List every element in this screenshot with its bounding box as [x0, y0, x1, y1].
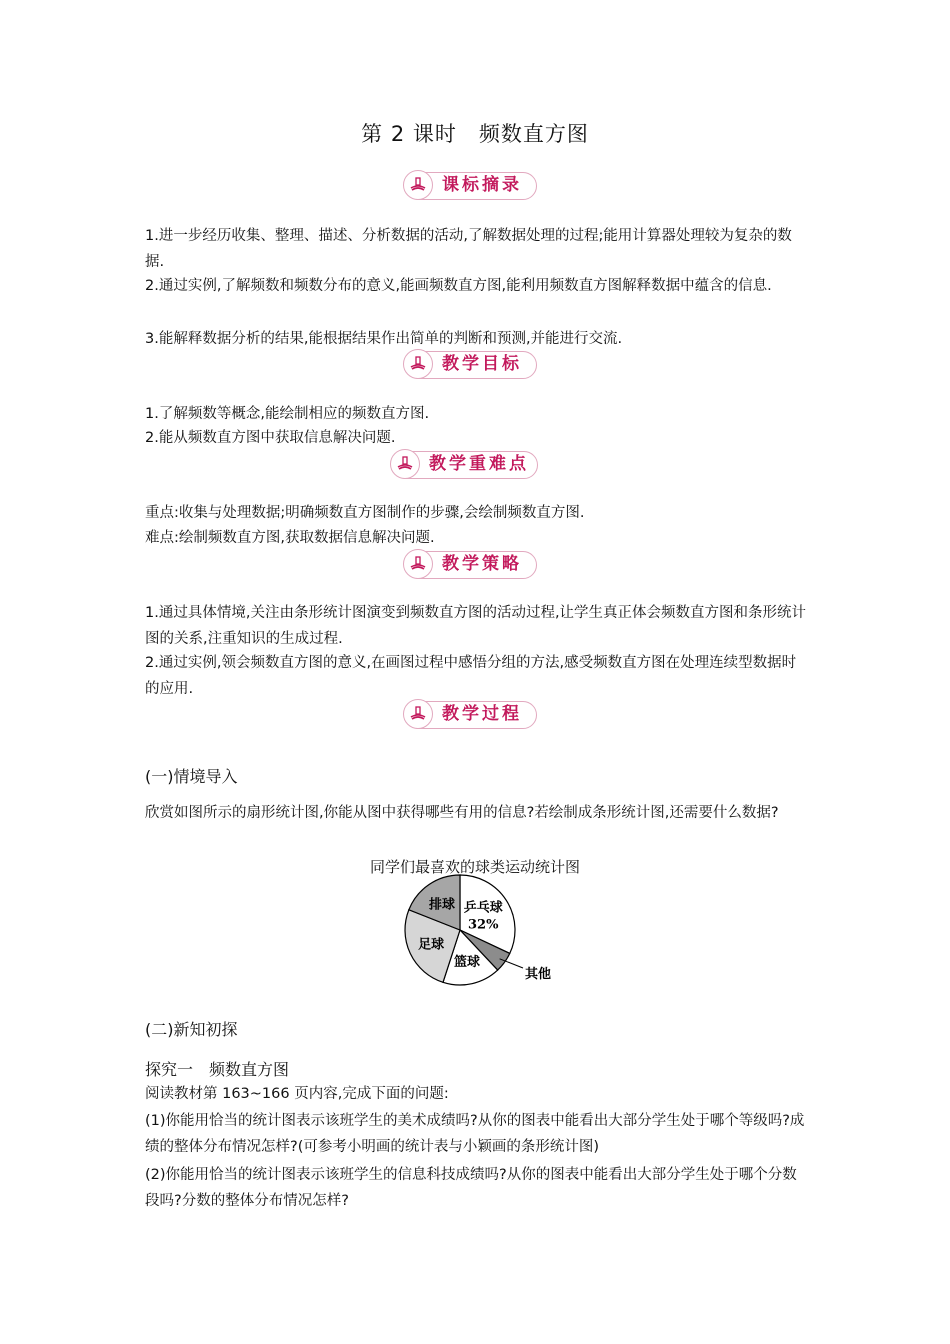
slice-label-2: 篮球	[453, 955, 480, 971]
key-point: 重点:收集与处理数据;明确频数直方图制作的步骤,会绘制频数直方图.	[145, 505, 585, 521]
book-icon	[390, 449, 420, 479]
curriculum-item-3: 3.能解释数据分析的结果,能根据结果作出简单的判断和预测,并能进行交流.	[145, 331, 623, 347]
question-1: (1)你能用恰当的统计图表示该班学生的美术成绩吗?从你的图表中能看出大部分学生处于哪个等级吗?成绩的整体分布情况怎样?(可参考小明画的统计表与小颖画的条形统计图)	[145, 1113, 805, 1155]
section-banner-key-points	[392, 451, 538, 479]
curriculum-item-1: 1.进一步经历收集、整理、描述、分析数据的活动,了解数据处理的过程;能用计算器处理较为复杂的数据.	[145, 228, 792, 270]
slice-value-label-0: 32%	[467, 917, 499, 933]
slice-label-0: 乒乓球	[463, 900, 503, 916]
slice-label-3: 足球	[418, 937, 445, 953]
page-title: 第 2 课时 频数直方图	[361, 122, 589, 146]
section-title: 课标摘录	[442, 175, 522, 195]
section-title: 教学目标	[442, 354, 522, 374]
book-icon	[403, 170, 433, 200]
book-icon	[403, 699, 433, 729]
strategy-item-1: 1.通过具体情境,关注由条形统计图演变到频数直方图的活动过程,让学生真正体会频数直方图和条形统计图的关系,注重知识的生成过程.	[145, 605, 807, 647]
curriculum-item-2: 2.通过实例,了解频数和频数分布的意义,能画频数直方图,能利用频数直方图解释数据中蕴含的信息.	[145, 278, 772, 294]
part2-heading: (二)新知初探	[145, 1020, 238, 1039]
book-icon	[403, 349, 433, 379]
pie-chart	[395, 870, 555, 1000]
read-instruction: 阅读教材第 163~166 页内容,完成下面的问题:	[145, 1086, 449, 1102]
section-banner-strategy	[405, 551, 537, 579]
part1-text: 欣赏如图所示的扇形统计图,你能从图中获得哪些有用的信息?若绘制成条形统计图,还需要什么数据?	[145, 805, 779, 821]
chart-title: 同学们最喜欢的球类运动统计图	[369, 858, 580, 876]
explore-heading: 探究一 频数直方图	[145, 1060, 290, 1079]
strategy-item-2: 2.通过实例,领会频数直方图的意义,在画图过程中感悟分组的方法,感受频数直方图在处理连续型数据时的应用.	[145, 655, 797, 697]
question-2: (2)你能用恰当的统计图表示该班学生的信息科技成绩吗?从你的图表中能看出大部分学生处于哪个分数段吗?分数的整体分布情况怎样?	[145, 1167, 797, 1209]
section-title: 教学过程	[442, 704, 522, 724]
slice-label-1: 其他	[525, 967, 552, 982]
section-title: 教学重难点	[429, 454, 529, 474]
section-title: 教学策略	[442, 554, 522, 574]
objective-item-1: 1.了解频数等概念,能绘制相应的频数直方图.	[145, 406, 430, 422]
section-banner-process	[405, 701, 537, 729]
book-icon	[403, 549, 433, 579]
section-banner-curriculum	[405, 172, 537, 200]
part1-heading: (一)情境导入	[145, 767, 238, 786]
objective-item-2: 2.能从频数直方图中获取信息解决问题.	[145, 430, 396, 446]
slice-label-4: 排球	[429, 897, 456, 913]
section-banner-objectives	[405, 351, 537, 379]
difficult-point: 难点:绘制频数直方图,获取数据信息解决问题.	[145, 530, 435, 546]
